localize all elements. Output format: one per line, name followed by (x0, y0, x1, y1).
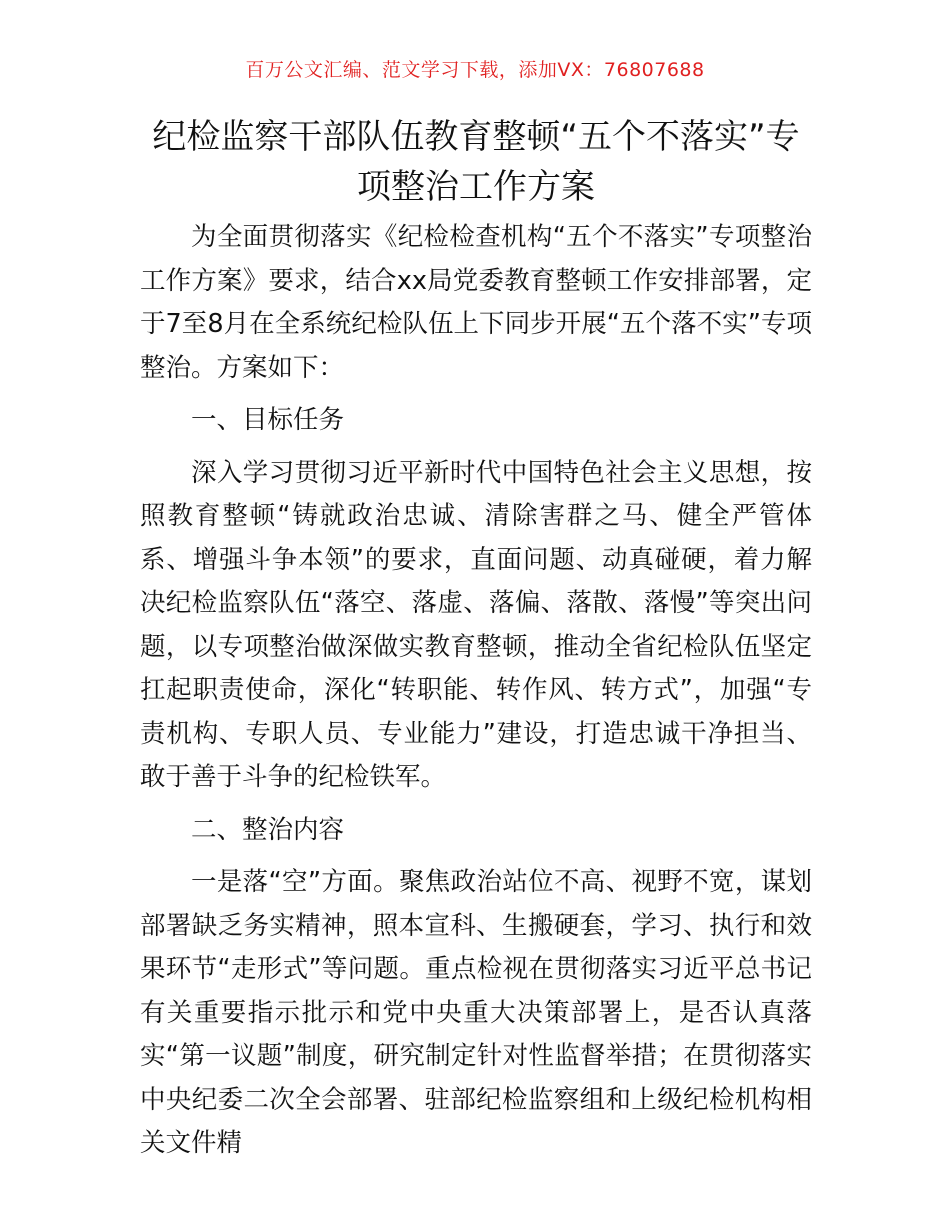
section-content-paragraph: 一是落“空”方面。聚焦政治站位不高、视野不宽，谋划部署缺乏务实精神，照本宣科、生搬硬套，学习、执行和效果环节“走形式”等问题。重点检视在贯彻落实习近平总书记有关重要指示批示和党中央重大决策部署上，是否认真落实“第一议题”制度，研究制定针对性监督举措；在贯彻落实中央纪委二次全会部署、驻部纪检监察组和上级纪检机构相关文件精 (140, 867, 812, 1158)
section-heading-content: 二、整治内容 (191, 814, 345, 845)
section-goals-paragraph: 深入学习贯彻习近平新时代中国特色社会主义思想，按照教育整顿“铸就政治忠诚、清除害群之马、健全严管体系、增强斗争本领”的要求，直面问题、动真碰硬，着力解决纪检监察队伍“落空、落虚、落偏、落散、落慢”等突出问题，以专项整治做深做实教育整顿，推动全省纪检队伍坚定扛起职责使命，深化“转职能、转作风、转方式”，加强“专责机构、专职人员、专业能力”建设，打造忠诚干净担当、敢于善于斗争的纪检铁军。 (140, 457, 812, 792)
document-body (140, 216, 812, 1166)
intro-paragraph: 为全面贯彻落实《纪检检查机构“五个不落实”专项整治工作方案》要求，结合xx局党委教育整顿工作安排部署，定于7至8月在全系统纪检队伍上下同步开展“五个落不实”专项整治。方案如下： (140, 222, 812, 383)
header-banner: 百万公文汇编、范文学习下载，添加VX：76807688 (245, 59, 705, 81)
document-title (140, 112, 812, 212)
document-title-line-2: 项整治工作方案 (357, 167, 595, 207)
section-heading-goals: 一、目标任务 (191, 405, 345, 435)
document-title-line-1: 纪检监察干部队伍教育整顿“五个不落实”专 (152, 117, 800, 157)
